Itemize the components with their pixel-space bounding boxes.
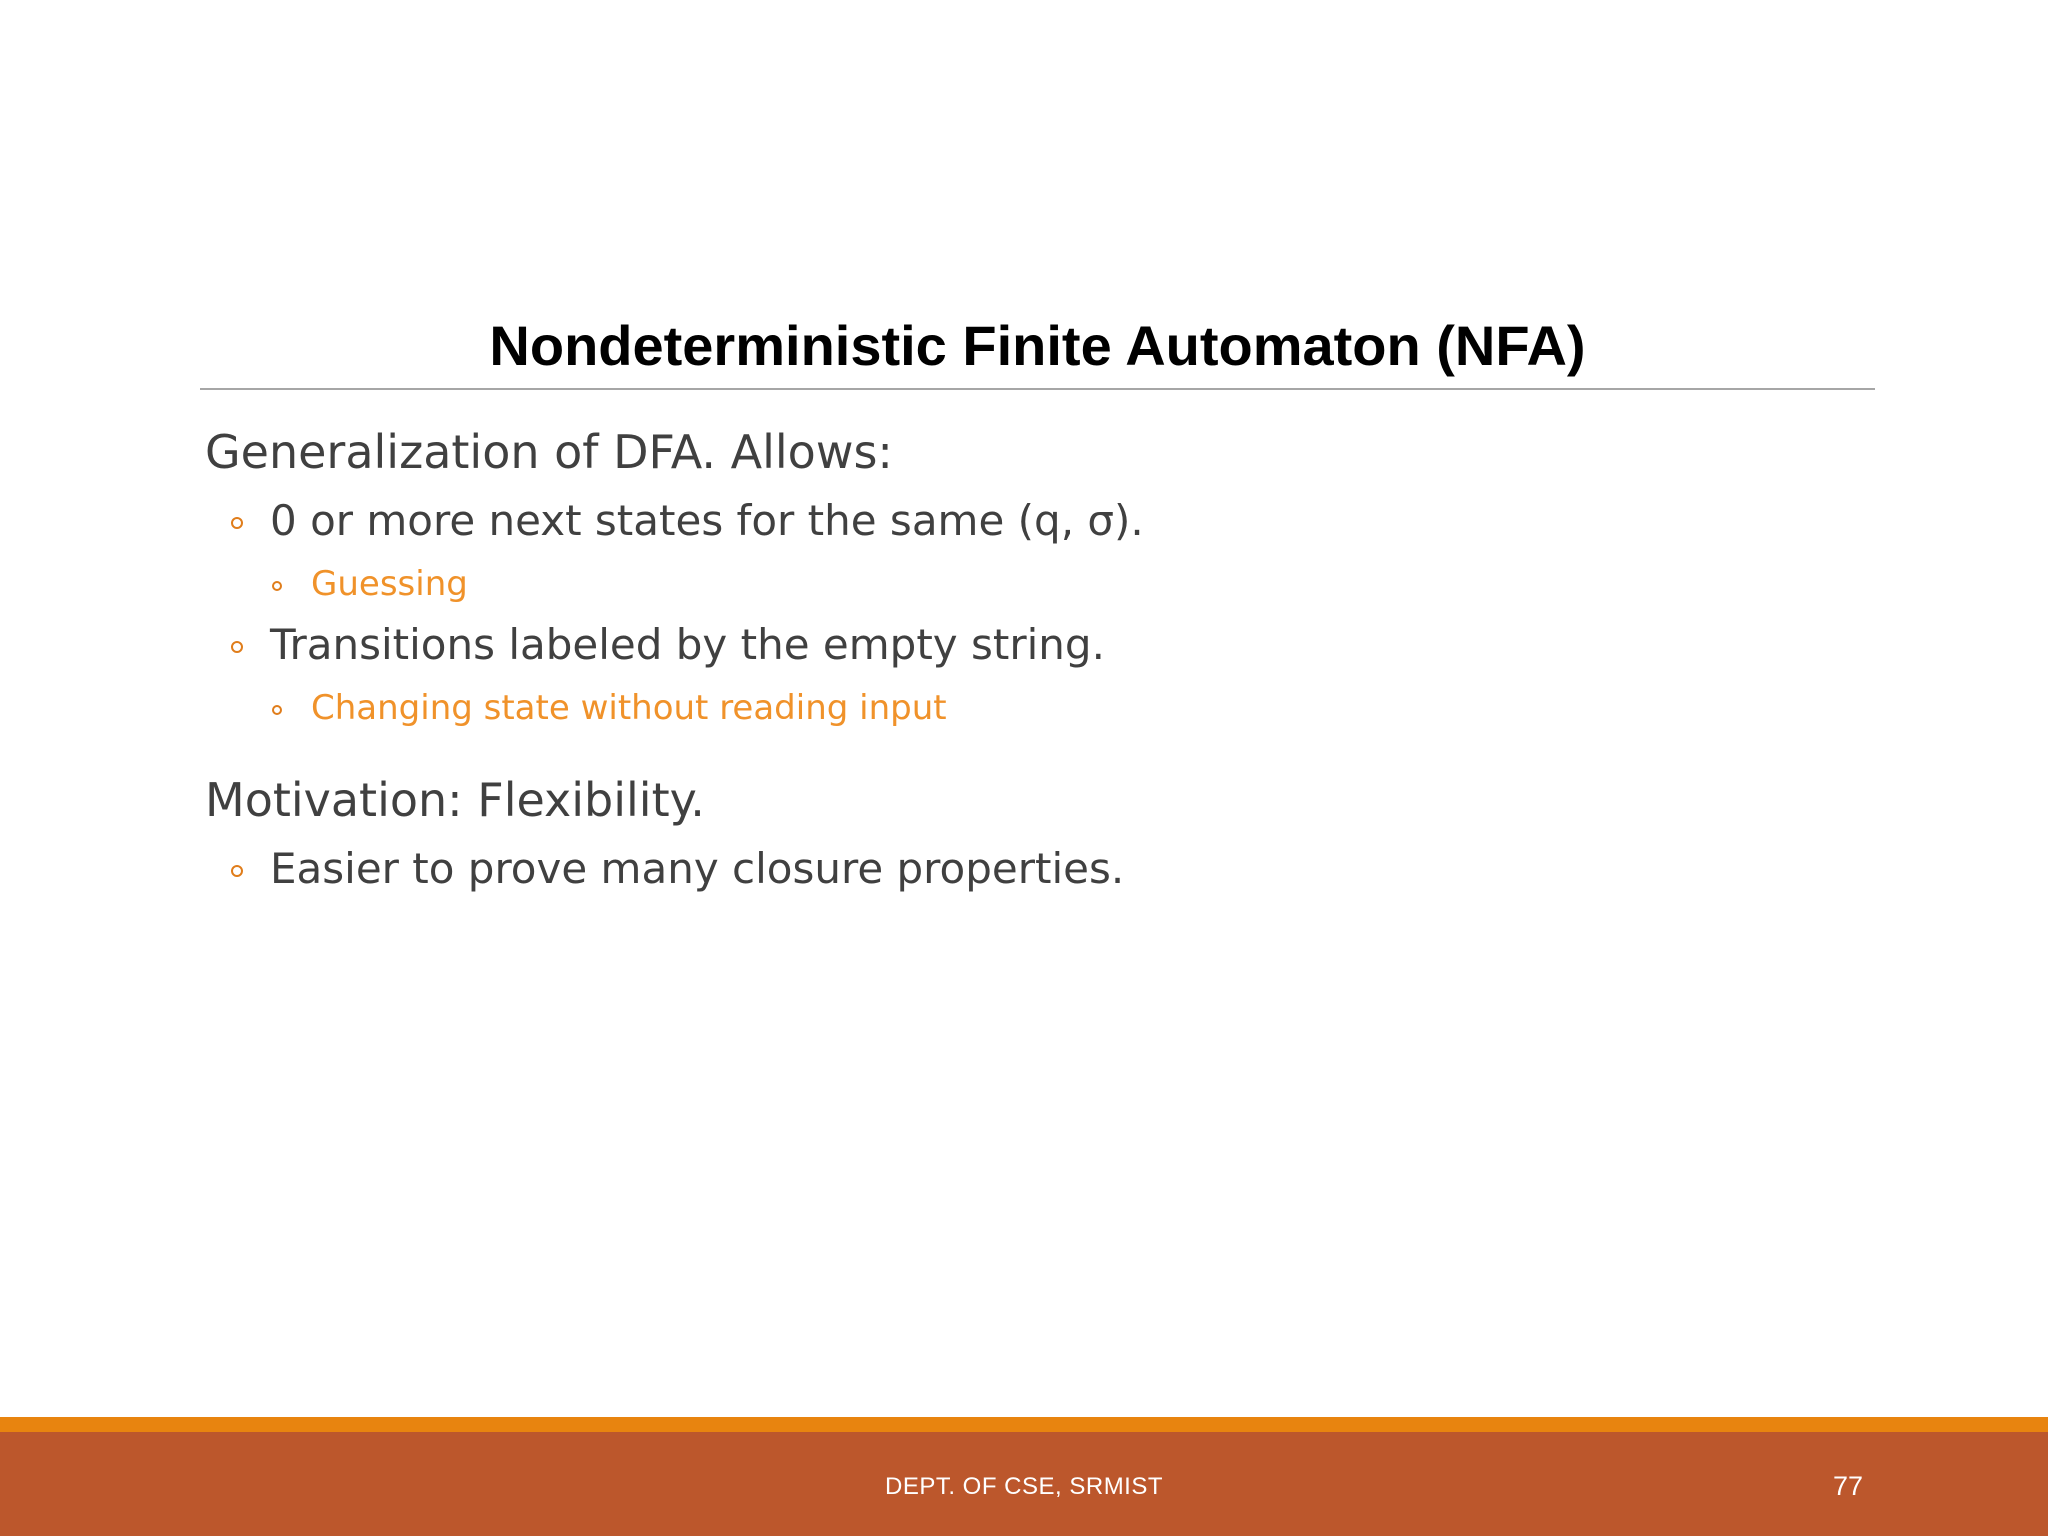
subbullet-changing-state-text: Changing state without reading input (311, 688, 947, 728)
circle-bullet-icon (231, 641, 243, 653)
slide-body (205, 420, 1805, 898)
title-divider (200, 388, 1875, 390)
bullet-next-states-text: 0 or more next states for the same (q, σ). (270, 496, 1144, 545)
circle-bullet-icon (272, 581, 282, 591)
subbullet-guessing-text: Guessing (311, 564, 468, 604)
circle-bullet-icon (231, 865, 243, 877)
page-number: 77 (1832, 1471, 1863, 1501)
bullet-empty-string-text: Transitions labeled by the empty string. (270, 620, 1105, 669)
bullet-next-states (205, 492, 1805, 550)
bullet-closure-properties-text: Easier to prove many closure properties. (270, 844, 1125, 893)
bullet-closure-properties (205, 840, 1805, 898)
footer-text: DEPT. OF CSE, SRMIST (884, 1473, 1164, 1500)
subbullet-changing-state (205, 684, 1805, 732)
circle-bullet-icon (231, 517, 243, 529)
footer-accent-stripe (0, 1417, 2048, 1432)
subbullet-guessing (205, 560, 1805, 608)
section-heading-motivation: Motivation: Flexibility. (205, 773, 705, 827)
bullet-empty-string (205, 616, 1805, 674)
circle-bullet-icon (272, 705, 282, 715)
section-heading-generalization: Generalization of DFA. Allows: (205, 425, 893, 479)
slide-title: Nondeterministic Finite Automaton (NFA) (489, 314, 1586, 377)
